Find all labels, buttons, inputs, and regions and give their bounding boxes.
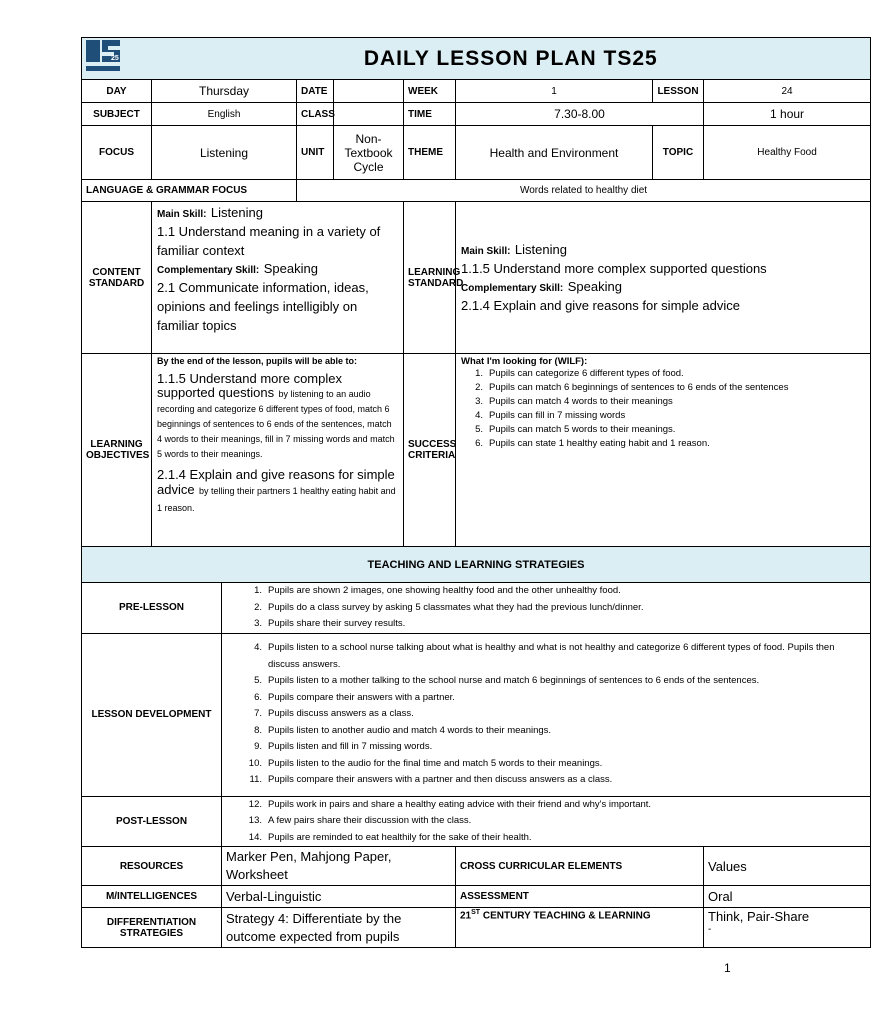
date-value: [334, 80, 404, 103]
pre-lesson-item: [226, 600, 866, 617]
mi-label: M/INTELLIGENCES: [82, 886, 222, 908]
success-criteria-item-text: Pupils can match 5 words to their meanings.: [489, 424, 676, 435]
success-criteria-item: [461, 367, 865, 381]
focus-value: Listening: [152, 126, 297, 180]
success-criteria-item: [461, 409, 865, 423]
post-lesson-item: [226, 830, 866, 847]
lesson-development-item-number: 8.: [254, 724, 262, 736]
duration-value: 1 hour: [704, 103, 871, 126]
theme-value: Health and Environment: [456, 126, 653, 180]
learning-standard-label: LEARNING STANDARD: [404, 202, 456, 354]
pre-lesson-item-text: Pupils share their survey results.: [268, 618, 406, 629]
lesson-development-item-text: Pupils listen to a school nurse talking about what is healthy and what is not healthy and categorize 6 different types of food. Pupils then discuss answers.: [268, 642, 835, 670]
pre-lesson-cell: [222, 583, 871, 634]
date-label: DATE: [297, 80, 334, 103]
pre-lesson-item-text: Pupils do a class survey by asking 5 classmates what they had the previous lunch/dinner.: [268, 601, 644, 613]
resources-label: RESOURCES: [82, 847, 222, 886]
lesson-development-item-number: 7.: [254, 708, 262, 720]
subject-value: English: [152, 103, 297, 126]
lo-obj2-small: by telling their partners 1 healthy eating habit and 1 reason.: [157, 486, 396, 513]
lesson-development-item: [226, 706, 866, 723]
ls-main-text: 1.1.5 Understand more complex supported questions: [461, 260, 767, 276]
lesson-development-item-text: Pupils discuss answers as a class.: [268, 708, 414, 720]
pre-lesson-label: PRE-LESSON: [82, 583, 222, 634]
post-lesson-label: POST-LESSON: [82, 796, 222, 847]
lo-intro: By the end of the lesson, pupils will be able to:: [157, 356, 358, 366]
post-lesson-item-number: 13.: [248, 815, 262, 826]
lesson-development-cell: [222, 633, 871, 796]
lesson-development-item-text: Pupils compare their answers with a partner and then discuss answers as a class.: [268, 774, 613, 786]
lesson-development-item-number: 5.: [254, 675, 262, 687]
success-criteria-item-text: Pupils can fill in 7 missing words: [489, 410, 626, 421]
learning-standard-cell: [456, 202, 871, 354]
lesson-development-item: [226, 640, 866, 673]
success-criteria-item-number: 1.: [475, 368, 483, 379]
lo-obj2-big: 2.1.4 Explain and give reasons for simple advice: [157, 467, 395, 497]
unit-label: UNIT: [297, 126, 334, 180]
lesson-development-item-number: 4.: [254, 642, 262, 654]
century-learning-value-2: -: [708, 924, 712, 935]
page-number: 1: [724, 961, 731, 975]
lo-obj1-small: by listening to an audio recording and categorize 6 different types of food, match 6 beginnings of sentences to 6 ends of the sentences, match 4 words to their meanings, fill in 7 missing words and match 5 words to their meanings.: [157, 389, 395, 459]
post-lesson-item-text: Pupils are reminded to eat healthily for the sake of their health.: [268, 831, 532, 843]
post-lesson-item-text: A few pairs share their discussion with the class.: [268, 815, 472, 826]
lesson-development-item: [226, 723, 866, 740]
language-grammar-label: LANGUAGE & GRAMMAR FOCUS: [82, 180, 297, 202]
learning-objectives-cell: [152, 354, 404, 547]
strategies-heading: TEACHING AND LEARNING STRATEGIES: [82, 547, 871, 583]
lesson-label: LESSON: [653, 80, 704, 103]
lesson-development-item-number: 11.: [249, 774, 262, 786]
post-lesson-item-number: 14.: [248, 831, 262, 843]
lesson-development-list: [226, 640, 866, 789]
post-lesson-list: [226, 797, 866, 847]
learning-objectives-label: LEARNING OBJECTIVES: [82, 354, 152, 547]
class-label: CLASS: [297, 103, 334, 126]
cs-main-skill-label: Main Skill:: [157, 209, 207, 220]
day-value: Thursday: [152, 80, 297, 103]
post-lesson-cell: [222, 796, 871, 847]
success-criteria-list: [461, 367, 865, 451]
success-criteria-item: [461, 381, 865, 395]
focus-label: FOCUS: [82, 126, 152, 180]
logo-text: 25: [111, 55, 119, 62]
assessment-label: ASSESSMENT: [456, 886, 704, 908]
success-criteria-item-text: Pupils can state 1 healthy eating habit and 1 reason.: [489, 438, 710, 449]
day-label: DAY: [82, 80, 152, 103]
unit-value: Non-Textbook Cycle: [334, 126, 404, 180]
lesson-development-item: [226, 690, 866, 707]
success-criteria-item-number: 2.: [475, 382, 483, 393]
success-criteria-item: [461, 437, 865, 451]
theme-label: THEME: [404, 126, 456, 180]
week-value: 1: [456, 80, 653, 103]
lesson-development-item-text: Pupils listen to the audio for the final time and match 5 words to their meanings.: [268, 757, 603, 769]
success-criteria-cell: [456, 354, 871, 547]
lesson-development-item-text: Pupils listen to another audio and match 4 words to their meanings.: [268, 724, 552, 736]
lesson-development-item: [226, 772, 866, 789]
logo-cell: [82, 38, 152, 80]
lesson-development-item-text: Pupils compare their answers with a partner.: [268, 691, 455, 703]
post-lesson-item: [226, 797, 866, 814]
pre-lesson-item-text: Pupils are shown 2 images, one showing healthy food and the other unhealthy food.: [268, 585, 621, 596]
language-grammar-value: Words related to healthy diet: [297, 180, 871, 202]
lesson-plan-table: [81, 37, 871, 948]
subject-label: SUBJECT: [82, 103, 152, 126]
lesson-development-item: [226, 739, 866, 756]
topic-value: Healthy Food: [704, 126, 871, 180]
content-standard-label: CONTENT STANDARD: [82, 202, 152, 354]
lesson-development-item-number: 6.: [254, 691, 262, 703]
success-criteria-item-number: 3.: [475, 396, 483, 407]
ls-main-skill: Listening: [514, 241, 567, 257]
cs-main-text: 1.1 Understand meaning in a variety of familiar context: [157, 224, 381, 258]
post-lesson-item-number: 12.: [248, 798, 262, 810]
ls-comp-text: 2.1.4 Explain and give reasons for simple advice: [461, 297, 740, 313]
week-label: WEEK: [404, 80, 456, 103]
cs-main-skill: Listening: [210, 205, 263, 220]
ls-comp-skill: Speaking: [567, 278, 622, 294]
success-criteria-item: [461, 423, 865, 437]
post-lesson-item: [226, 813, 866, 830]
cross-curricular-label: CROSS CURRICULAR ELEMENTS: [456, 847, 704, 886]
lesson-development-item-number: 10.: [248, 757, 262, 769]
assessment-value: Oral: [704, 886, 871, 908]
success-criteria-item-number: 5.: [475, 424, 483, 435]
post-lesson-item-text: Pupils work in pairs and share a healthy eating advice with their friend and why's important.: [268, 798, 652, 810]
differentiation-value: Strategy 4: Differentiate by the outcome expected from pupils: [222, 908, 456, 948]
lesson-value: 24: [704, 80, 871, 103]
cs-comp-skill: Speaking: [263, 261, 318, 276]
lesson-development-item: [226, 673, 866, 690]
resources-value: Marker Pen, Mahjong Paper, Worksheet: [222, 847, 456, 886]
success-criteria-item-text: Pupils can categorize 6 different types of food.: [489, 368, 684, 379]
century-learning-value: Think, Pair-Share: [708, 909, 810, 924]
pre-lesson-item: [226, 616, 866, 633]
lesson-plan-page: [81, 37, 835, 948]
time-label: TIME: [404, 103, 456, 126]
pre-lesson-item-number: 3.: [254, 618, 262, 629]
success-criteria-item-number: 6.: [475, 438, 483, 449]
differentiation-label: DIFFERENTIATION STRATEGIES: [82, 908, 222, 948]
success-criteria-item-number: 4.: [475, 410, 483, 421]
ls-main-skill-label: Main Skill:: [461, 245, 511, 257]
lesson-development-item-number: 9.: [254, 741, 262, 753]
pre-lesson-list: [226, 583, 866, 633]
topic-label: TOPIC: [653, 126, 704, 180]
pre-lesson-item-number: 2.: [254, 601, 262, 613]
success-criteria-item-text: Pupils can match 6 beginnings of sentences to 6 ends of the sentences: [489, 382, 789, 393]
success-criteria-item-text: Pupils can match 4 words to their meanings: [489, 396, 673, 407]
lesson-development-item-text: Pupils listen and fill in 7 missing words.: [268, 741, 433, 753]
ls-comp-skill-label: Complementary Skill:: [461, 282, 564, 294]
mi-value: Verbal-Linguistic: [222, 886, 456, 908]
time-value: 7.30-8.00: [456, 103, 704, 126]
cs-comp-text: 2.1 Communicate information, ideas, opinions and feelings intelligibly on familiar topics: [157, 280, 369, 333]
lesson-development-item: [226, 756, 866, 773]
cross-curricular-value: Values: [704, 847, 871, 886]
lesson-development-label: LESSON DEVELOPMENT: [82, 633, 222, 796]
century-learning-cell: [704, 908, 871, 948]
lo-obj1-big: 1.1.5 Understand more complex supported questions: [157, 371, 342, 400]
page-title: DAILY LESSON PLAN TS25: [152, 38, 871, 80]
content-standard-cell: [152, 202, 404, 354]
class-value: [334, 103, 404, 126]
cs-comp-skill-label: Complementary Skill:: [157, 265, 260, 276]
pre-lesson-item: [226, 583, 866, 600]
pre-lesson-item-number: 1.: [254, 585, 262, 596]
success-criteria-label: SUCCESS CRITERIA: [404, 354, 456, 547]
sc-intro: What I'm looking for (WILF):: [461, 356, 588, 367]
school-logo-icon: [84, 38, 124, 74]
century-learning-label: 21ST CENTURY TEACHING & LEARNING: [456, 908, 704, 948]
lesson-development-item-text: Pupils listen to a mother talking to the school nurse and match 6 beginnings of sentences to 6 ends of the sentences.: [268, 675, 760, 687]
success-criteria-item: [461, 395, 865, 409]
